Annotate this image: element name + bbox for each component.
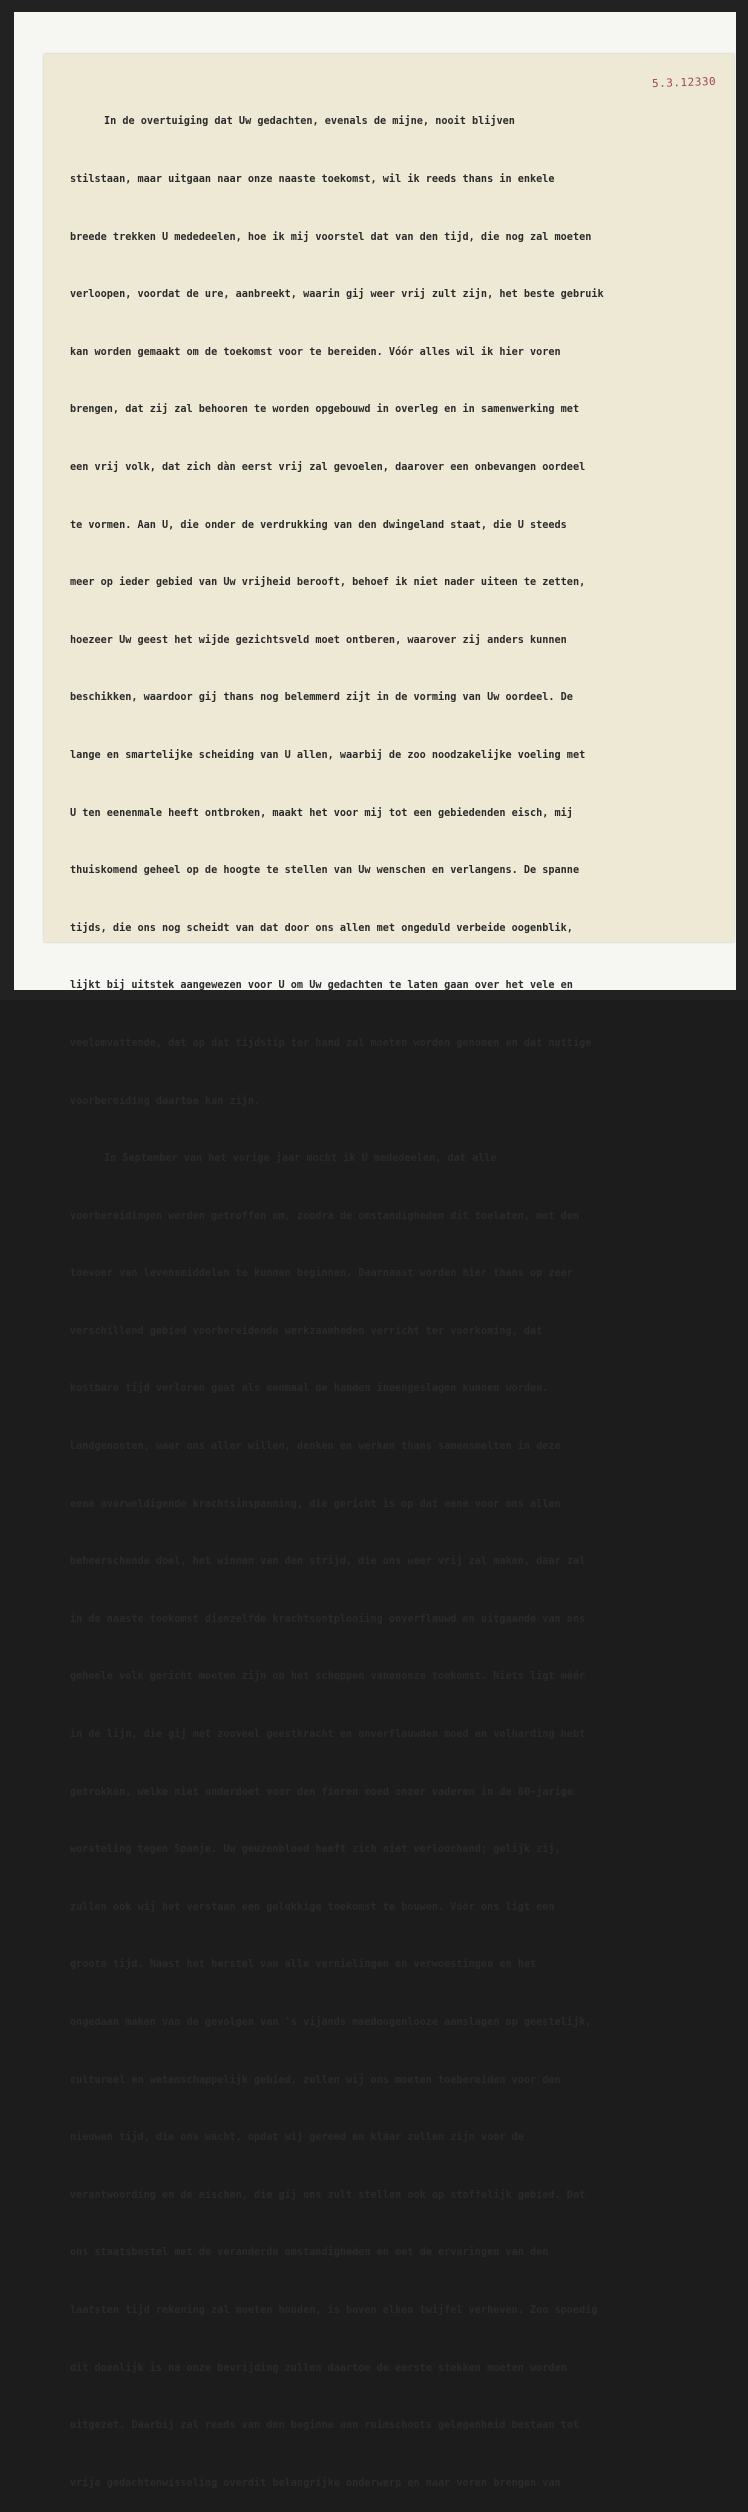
text-line: getrokken, welke niet onderdoet voor den fieren moed onzer vaderen in de 80-jarige bbox=[70, 1786, 573, 1798]
archive-number-stamp: 5.3.12330 bbox=[651, 74, 717, 91]
text-line: in de lijn, die gij met zooveel geestkracht en onverflauwden moed en volharding hebt bbox=[70, 1729, 586, 1741]
text-line: ons staatsbestel met de veranderde omstandigheden en met de ervaringen van den bbox=[70, 2247, 549, 2259]
text-line: in de naaste toekomst dienzelfde krachtsontplooiing onverflauwd en uitgaande van ons bbox=[70, 1613, 586, 1625]
text-line: In September van het vorige jaar mocht ik U mededeelen, dat alle bbox=[104, 1153, 497, 1165]
text-line: voorbereidingen werden getroffen om, zoodra de omstandigheden dit toelaten, met den bbox=[70, 1210, 580, 1222]
text-line: geheele volk gericht moeten zijn op het scheppen vanenonze toekomst. Niets ligt méér bbox=[70, 1671, 586, 1683]
text-line: dit doenlijk is na onze bevrijding zullen daartoe de eerste stekken moeten worden bbox=[70, 2362, 567, 2374]
text-line: eene overweldigende krachtsinspanning, die gericht is op dat eene voor ons allen bbox=[70, 1498, 561, 1510]
text-line: Landgenooten, waar ons aller willen, denken en werken thans samensmelten in deze bbox=[70, 1441, 561, 1453]
text-line: tijds, die ons nog scheidt van dat door ons allen met ongeduld verbeide oogenblik, bbox=[70, 922, 573, 934]
text-line: uitgezet. Daarbij zal reeds van den beginne aan ruimschoots gelegenheid bestaan tot bbox=[70, 2420, 580, 2432]
text-line: beschikken, waardoor gij thans nog belemmerd zijt in de vorming van Uw oordeel. De bbox=[70, 692, 573, 704]
text-line: verantwoording en de eischen, die gij ons zult stellen ook op stoffelijk gebied. Dat bbox=[70, 2189, 586, 2201]
text-line: In de overtuiging dat Uw gedachten, evenals de mijne, nooit blijven bbox=[104, 116, 515, 128]
text-line: brengen, dat zij zal behooren te worden opgebouwd in overleg en in samenwerking met bbox=[70, 404, 580, 416]
text-line: verschillend gebied voorbereidende werkzaamheden verricht ter voorkoming, dat bbox=[70, 1325, 543, 1337]
text-line: kostbare tijd verloren gaat als eenmaal de handen ineengeslagen kunnen worden. bbox=[70, 1383, 549, 1395]
text-line: U ten eenenmale heeft ontbroken, maakt het voor mij tot een gebiedenden eisch, mij bbox=[70, 807, 573, 819]
text-line: een vrij volk, dat zich dàn eerst vrij zal gevoelen, daarover een onbevangen oordeel bbox=[70, 461, 586, 473]
text-line: verloopen, voordat de ure, aanbreekt, waarin gij weer vrij zult zijn, het beste gebruik bbox=[70, 289, 604, 301]
text-line: stilstaan, maar uitgaan naar onze naaste toekomst, wil ik reeds thans in enkele bbox=[70, 174, 555, 185]
text-line: groote tijd. Naast het herstel van alle vernielingen en verwoestingen en het bbox=[70, 1959, 537, 1971]
text-line: veelomvattende, dat op dat tijdstip ter hand zal moeten worden genomen en dat nuttige bbox=[70, 1037, 592, 1049]
text-line: toevoer van levensmiddelen te kunnen beginnen. Daarnaast worden hier thans op zeer bbox=[70, 1268, 573, 1280]
text-line: ongedaan maken van de gevolgen van 's vijands meedoogenlooze aanslagen op geestelijk, bbox=[70, 2017, 592, 2028]
text-line: hoezeer Uw geest het wijde gezichtsveld moet ontberen, waarover zij anders kunnen bbox=[70, 634, 567, 646]
text-line: vrije gedachtenwisseling overdit belangrijke onderwerp en naar voren brengen van bbox=[70, 2477, 561, 2489]
text-line: laatsten tijd rekening zal moeten houden, is boven elken twijfel verheven. Zoo spoedig bbox=[70, 2304, 598, 2316]
text-line: breede trekken U mededeelen, hoe ik mij voorstel dat van den tijd, die nog zal moeten bbox=[70, 231, 592, 243]
text-line: te vormen. Aan U, die onder de verdrukking van den dwingeland staat, die U steeds bbox=[70, 519, 567, 531]
text-line: lange en smartelijke scheiding van U allen, waarbij de zoo noodzakelijke voeling met bbox=[70, 749, 586, 761]
letter-body bbox=[70, 74, 605, 2512]
text-line: thuiskomend geheel op de hoogte te stellen van Uw wenschen en verlangens. De spanne bbox=[70, 865, 580, 877]
text-line: lijkt bij uitstek aangewezen voor U om Uw gedachten te laten gaan over het vele en bbox=[70, 980, 573, 992]
text-line: meer op ieder gebied van Uw vrijheid berooft, behoef ik niet nader uiteen te zetten, bbox=[70, 577, 586, 589]
text-line: beheerschende doel, het winnen van den strijd, die ons weer vrij zal maken, daar zal bbox=[70, 1556, 586, 1568]
text-line: worsteling tegen Spanje. Uw geuzenbloed heeft zich niet verloochend; gelijk zij, bbox=[70, 1844, 561, 1856]
text-line: voorbereiding daartoe kan zijn. bbox=[70, 1095, 261, 1107]
text-line: cultureel en wetenschappelijk gebied, zullen wij ons moeten toebereiden voor den bbox=[70, 2074, 561, 2086]
text-line: zullen ook wij het verstaan een gelukkige toekomst te bouwen. Vóór ons ligt een bbox=[70, 1901, 555, 1913]
text-line: kan worden gemaakt om de toekomst voor te bereiden. Vóór alles wil ik hier voren bbox=[70, 346, 561, 358]
text-line: nieuwen tijd, die ons wacht, opdat wij gereed en klaar zullen zijn voor de bbox=[70, 2132, 524, 2144]
